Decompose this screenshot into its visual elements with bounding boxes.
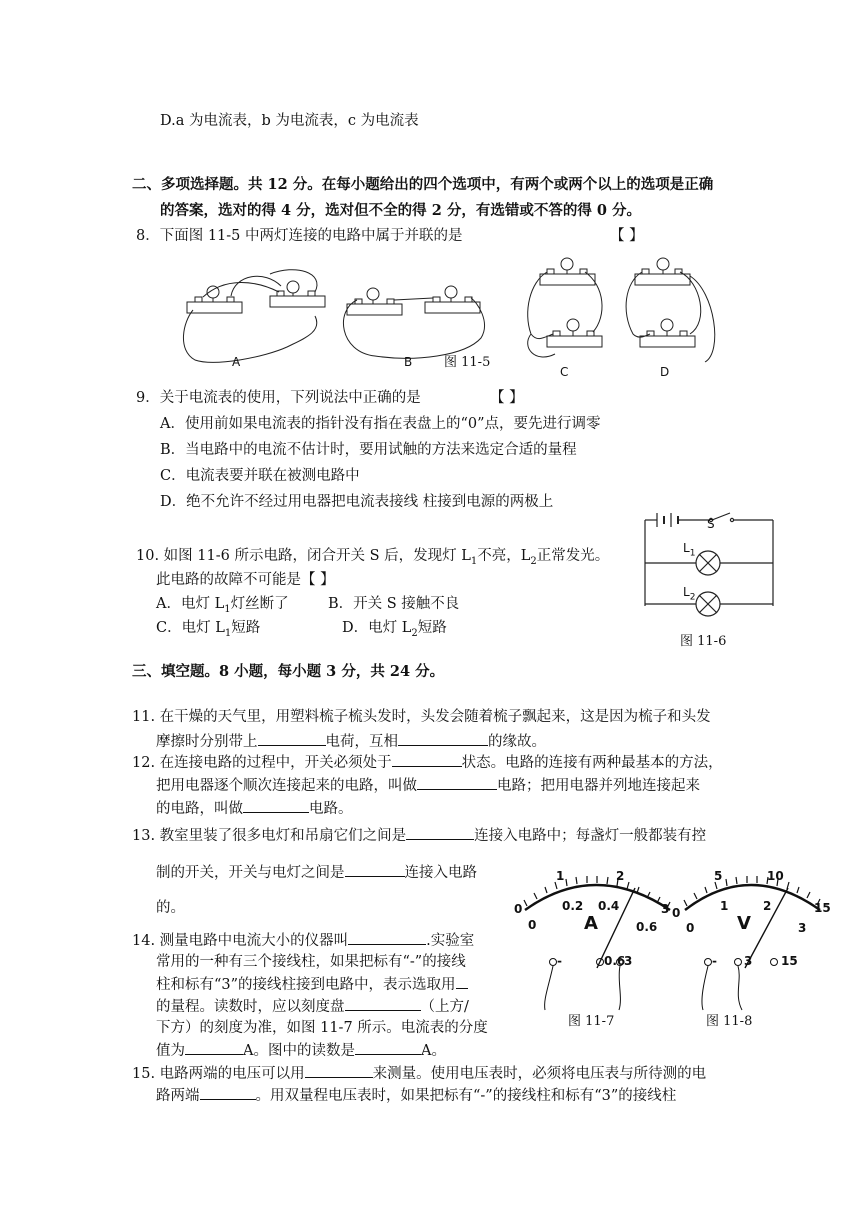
ammeter-lower-tick-0: 0 [528, 918, 537, 932]
ammeter-figure [505, 860, 680, 1035]
q14-line5: 下方）的刻度为准，如图 11-7 所示。电流表的分度 [156, 1020, 488, 1036]
q14-blank-1[interactable] [348, 930, 426, 945]
q10-option-b: B．开关 S 接触不良 [328, 596, 460, 612]
q14-line2: 常用的一种有三个接线柱，如果把标有“-”的接线 [156, 954, 466, 970]
voltmeter-tick-marks [684, 876, 820, 906]
ammeter-upper-tick-1: 1 [556, 869, 565, 883]
q12-line2 [156, 775, 700, 796]
q12-line1 [132, 752, 723, 773]
fig11-6-l1-label [683, 538, 695, 563]
q8-stem: 8．下面图 11-5 中两灯连接的电路中属于并联的是 [136, 228, 463, 244]
q14-text-a: 14. 测量电路中电流大小的仪器叫 [132, 933, 349, 949]
section2-title-line2: 的答案，选对的得 4 分，选对但不全的得 2 分，有选错或不答的得 0 分。 [160, 202, 642, 219]
q14-blank-3[interactable] [345, 996, 421, 1011]
voltmeter-terminal-15: 15 [781, 954, 798, 968]
q11-line2 [156, 731, 546, 752]
q14-line4 [156, 996, 469, 1017]
q15-text-a: 15. 电路两端的电压可以用 [132, 1066, 305, 1082]
q10-sub-2: 2 [530, 555, 537, 567]
ammeter-terminal-minus: - [557, 954, 562, 968]
voltmeter-upper-tick-10: 10 [767, 869, 784, 883]
q13-text-a: 13. 教室里装了很多电灯和吊扇它们之间是 [132, 828, 407, 844]
q9-option-d: D．绝不允许不经过用电器把电流表接线 柱接到电源的两极上 [160, 494, 554, 510]
voltmeter-lower-tick-0: 0 [686, 921, 695, 935]
q14-text-d: 的量程。读数时，应以刻度盘 [156, 999, 345, 1015]
ammeter-terminal-3: 3 [624, 954, 633, 968]
q12-blank-3[interactable] [243, 798, 309, 813]
q10-sub-1: 1 [470, 555, 478, 567]
q13-blank-2[interactable] [345, 862, 405, 877]
q14-line3 [156, 974, 468, 995]
ammeter-lower-tick-1: 0.2 [562, 899, 584, 913]
q15-text-b: 来测量。使用电压表时，必须将电压表与所待测的电 [372, 1066, 707, 1082]
fig11-6-switch-label: S [707, 517, 715, 531]
fig11-5-label-c: C [560, 365, 569, 379]
section3-title: 三、填空题。8 小题，每小题 3 分，共 24 分。 [132, 663, 445, 680]
voltmeter-terminal-minus: - [712, 954, 717, 968]
q14-blank-5[interactable] [355, 1040, 421, 1055]
q15-text-c: 路两端 [156, 1088, 200, 1104]
q10-stem-text-b: 不亮，L [477, 548, 531, 564]
q13-text-d: 连接入电路 [404, 865, 477, 881]
q10-option-d-text2: 短路 [417, 620, 447, 636]
q8-answer-bracket: 【 】 [610, 228, 644, 244]
fig11-6-l2-letter: L [683, 585, 690, 599]
voltmeter-terminal-3: 3 [744, 954, 753, 968]
q10-option-a [156, 594, 289, 620]
fig11-5-caption: 图 11-5 [444, 355, 491, 370]
q10-option-a-sub: 1 [224, 603, 231, 615]
q14-text-c: 柱和标有“3”的接线柱接到电路中，表示选取用 [156, 977, 456, 993]
ammeter-terminal-0-6: 0.6 [604, 954, 626, 968]
q14-blank-4[interactable] [185, 1040, 243, 1055]
fig11-6-l2-label [683, 582, 695, 607]
q9-option-b: B．当电路中的电流不估计时，要用试触的方法来选定合适的量程 [160, 442, 577, 458]
q12-blank-2[interactable] [417, 775, 497, 790]
q12-text-c: 把用电器逐个顺次连接起来的电路，叫做 [156, 778, 417, 794]
fig11-5-label-a: A [232, 355, 241, 369]
q10-option-a-text: A．电灯 L [156, 596, 225, 612]
voltmeter-upper-tick-15: 15 [814, 901, 831, 915]
voltmeter-lower-tick-3: 3 [798, 921, 807, 935]
voltmeter-upper-tick-5: 5 [714, 869, 723, 883]
q12-blank-1[interactable] [392, 752, 462, 767]
q12-text-e: 的电路，叫做 [156, 801, 243, 817]
fig11-6-l1-letter: L [683, 541, 690, 555]
ammeter-upper-tick-0: 0 [514, 902, 523, 916]
voltmeter-upper-tick-0: 0 [672, 906, 681, 920]
q15-text-d: 。用双量程电压表时，如果把标有“-”的接线柱和标有“3”的接线柱 [255, 1088, 677, 1104]
q11-line1: 11. 在干燥的天气里，用塑料梳子梳头发时，头发会随着梳子飘起来，这是因为梳子和头发 [132, 709, 711, 725]
q10-stem-line1 [136, 546, 609, 572]
q9-answer-bracket: 【 】 [490, 390, 524, 406]
q10-stem-text-c: 正常发光。 [536, 548, 610, 564]
q11-text-b: 电荷，互相 [325, 734, 398, 750]
q10-option-c-text2: 短路 [231, 620, 261, 636]
q14-blank-2[interactable] [456, 974, 468, 989]
voltmeter-lower-tick-2: 2 [763, 899, 772, 913]
q11-text-c: 的缘故。 [488, 734, 546, 750]
q15-line2 [156, 1085, 676, 1106]
q11-blank-1[interactable] [258, 731, 326, 746]
section2-title-line1: 二、多项选择题。共 12 分。在每小题给出的四个选项中，有两个或两个以上的选项是正确 [132, 176, 714, 193]
q10-option-d-sub: 2 [411, 627, 418, 639]
fig11-6-caption: 图 11-6 [680, 634, 727, 649]
fig11-7-caption: 图 11-7 [568, 1014, 615, 1029]
ammeter-lower-tick-3: 0.6 [636, 920, 658, 934]
ammeter-lower-tick-2: 0.4 [598, 899, 620, 913]
q10-option-c-text: C．电灯 L [156, 620, 225, 636]
q14-text-f: 值为 [156, 1043, 185, 1059]
q15-line1 [132, 1063, 706, 1084]
q10-option-d [342, 618, 447, 644]
q13-line3: 的。 [156, 900, 185, 916]
fig11-6-l2-sub: 2 [689, 592, 696, 603]
ammeter-upper-tick-3: 3 [661, 902, 670, 916]
q11-text-a: 摩擦时分别带上 [156, 734, 258, 750]
q14-text-b: .实验室 [426, 933, 475, 949]
q9-option-c: C．电流表要并联在被测电路中 [160, 468, 360, 484]
prev-question-option-d: D.a 为电流表，b 为电流表，c 为电流表 [160, 113, 419, 129]
q13-blank-1[interactable] [406, 825, 474, 840]
q13-line1 [132, 825, 706, 846]
q15-blank-2[interactable] [200, 1085, 256, 1100]
q12-text-b: 状态。电路的连接有两种最基本的方法， [461, 755, 723, 771]
q10-stem-text-a: 10. 如图 11-6 所示电路，闭合开关 S 后，发现灯 L [136, 548, 471, 564]
q13-line2 [156, 862, 477, 883]
fig11-8-caption: 图 11-8 [706, 1014, 753, 1029]
voltmeter-figure [670, 860, 850, 1035]
fig11-5-label-b: B [404, 355, 413, 369]
q15-blank-1[interactable] [305, 1063, 373, 1078]
q14-text-h: A。 [420, 1043, 446, 1059]
q14-line1 [132, 930, 474, 951]
q11-blank-2[interactable] [398, 731, 488, 746]
q12-text-d: 电路；把用电器并列地连接起来 [497, 778, 700, 794]
q14-line6 [156, 1040, 446, 1061]
q12-text-f: 电路。 [309, 801, 353, 817]
q12-text-a: 12. 在连接电路的过程中，开关必须处于 [132, 755, 392, 771]
fig11-6-l1-sub: 1 [689, 548, 696, 559]
q10-option-c-sub: 1 [224, 627, 232, 639]
fig11-5-label-d: D [660, 365, 670, 379]
q9-option-a: A．使用前如果电流表的指针没有指在表盘上的“0”点，要先进行调零 [160, 416, 601, 432]
q10-option-d-text: D．电灯 L [342, 620, 412, 636]
q13-text-c: 制的开关，开关与电灯之间是 [156, 865, 345, 881]
ammeter-tick-marks [524, 876, 670, 908]
q12-line3 [156, 798, 353, 819]
ammeter-letter: A [584, 913, 598, 934]
ammeter-upper-tick-2: 2 [616, 869, 625, 883]
voltmeter-letter: V [737, 913, 751, 934]
q14-text-e: （上方/ [420, 999, 469, 1015]
voltmeter-lower-tick-1: 1 [720, 899, 729, 913]
q10-option-c [156, 618, 260, 644]
q14-text-g: A。图中的读数是 [243, 1043, 355, 1059]
q9-stem: 9．关于电流表的使用，下列说法中正确的是 [136, 390, 421, 406]
q10-stem-line2: 此电路的故障不可能是【 】 [156, 572, 335, 588]
q10-option-a-text2: 灯丝断了 [230, 596, 289, 612]
q13-text-b: 连接入电路中；每盏灯一般都装有控 [474, 828, 707, 844]
